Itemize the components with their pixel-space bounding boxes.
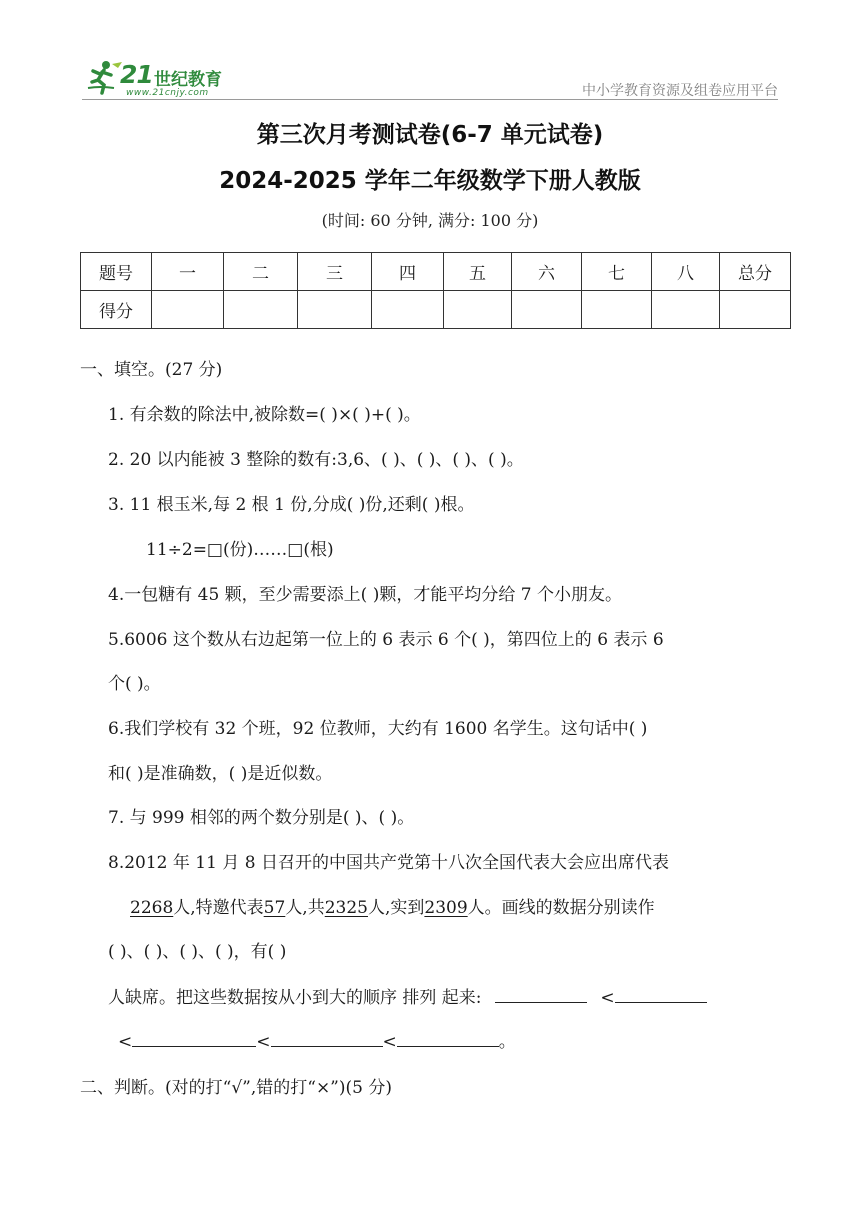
logo-number: 21: [120, 60, 153, 89]
underlined-number: 2325: [324, 898, 368, 918]
question-6-cont: 和( )是准确数，( )是近似数。: [108, 764, 333, 784]
table-header-cell: 五: [444, 253, 512, 291]
score-cell[interactable]: [582, 291, 652, 329]
table-score-label: 得分: [81, 291, 152, 329]
platform-label: 中小学教育资源及组卷应用平台: [582, 83, 778, 99]
underlined-number: 57: [263, 898, 286, 918]
table-header-cell: 二: [224, 253, 298, 291]
score-cell[interactable]: [444, 291, 512, 329]
question-3-formula: 11÷2=□(份)……□(根): [146, 540, 334, 560]
score-cell[interactable]: [224, 291, 298, 329]
question-8-text: 人。画线的数据分别读作: [467, 898, 655, 918]
score-cell[interactable]: [512, 291, 582, 329]
period: 。: [498, 1032, 516, 1052]
question-8: 8.2012 年 11 月 8 日召开的中国共产党第十八次全国代表大会应出席代表: [108, 853, 669, 873]
score-cell[interactable]: [298, 291, 372, 329]
less-than-sign: <: [256, 1032, 271, 1052]
table-header-cell: 三: [298, 253, 372, 291]
answer-blank[interactable]: [495, 985, 587, 1003]
answer-blank[interactable]: [271, 1029, 383, 1047]
page-title: 第三次月考测试卷(6-7 单元试卷): [256, 122, 604, 148]
question-6: 6.我们学校有 32 个班，92 位教师，大约有 1600 名学生。这句话中( ): [108, 719, 648, 739]
table-header-cell: 总分: [720, 253, 791, 291]
table-header-cell: 七: [582, 253, 652, 291]
answer-blank[interactable]: [397, 1029, 499, 1047]
question-4: 4.一包糖有 45 颗，至少需要添上( )颗，才能平均分给 7 个小朋友。: [108, 585, 622, 605]
table-header-cell: 一: [152, 253, 224, 291]
answer-blank[interactable]: [132, 1029, 256, 1047]
question-8-order: [108, 983, 707, 1008]
less-than-sign: <: [600, 988, 615, 1008]
question-3: 3. 11 根玉米,每 2 根 1 份,分成( )份,还剩( )根。: [108, 495, 475, 515]
logo: [84, 56, 244, 100]
score-cell[interactable]: [152, 291, 224, 329]
answer-blank[interactable]: [615, 985, 707, 1003]
question-8-text: 人,共: [285, 898, 325, 918]
table-header-row: [81, 253, 791, 291]
score-cell[interactable]: [720, 291, 791, 329]
question-5-cont: 个( )。: [108, 674, 161, 694]
question-7: 7. 与 999 相邻的两个数分别是( )、( )。: [108, 808, 415, 828]
table-header-cell: 四: [372, 253, 444, 291]
table-header-label: 题号: [81, 253, 152, 291]
score-cell[interactable]: [372, 291, 444, 329]
question-8-order-text: 人缺席。把这些数据按从小到大的顺序 排列 起来:: [108, 988, 482, 1008]
runner-icon: [84, 58, 124, 98]
question-8-text: 人,实到: [367, 898, 425, 918]
score-table: [80, 252, 791, 329]
section-heading: 一、填空。(27 分): [80, 360, 223, 380]
header-divider: [82, 99, 778, 100]
logo-name: 世纪教育: [154, 70, 222, 90]
page-subtitle: 2024-2025 学年二年级数学下册人教版: [219, 168, 641, 194]
question-8-blanks: ( )、( )、( )、( )，有( ): [108, 942, 287, 962]
exam-info: (时间: 60 分钟, 满分: 100 分): [321, 211, 539, 230]
question-5: 5.6006 这个数从右边起第一位上的 6 表示 6 个( )，第四位上的 6 表示 6: [108, 630, 664, 650]
underlined-number: 2309: [424, 898, 468, 918]
table-header-cell: 六: [512, 253, 582, 291]
table-score-row: [81, 291, 791, 329]
logo-url: www.21cnjy.com: [126, 88, 209, 98]
less-than-sign: <: [382, 1032, 397, 1052]
less-than-sign: <: [118, 1032, 133, 1052]
question-8-data-line: [130, 893, 655, 918]
question-8-order-cont: [118, 1027, 516, 1052]
question-8-text: 人,特邀代表: [173, 898, 264, 918]
underlined-number: 2268: [130, 898, 174, 918]
section-heading: 二、判断。(对的打“√”,错的打“×”)(5 分): [80, 1078, 392, 1098]
score-cell[interactable]: [652, 291, 720, 329]
table-header-cell: 八: [652, 253, 720, 291]
question-1: 1. 有余数的除法中,被除数=( )×( )+( )。: [108, 405, 421, 425]
question-2: 2. 20 以内能被 3 整除的数有:3,6、( )、( )、( )、( )。: [108, 450, 524, 470]
